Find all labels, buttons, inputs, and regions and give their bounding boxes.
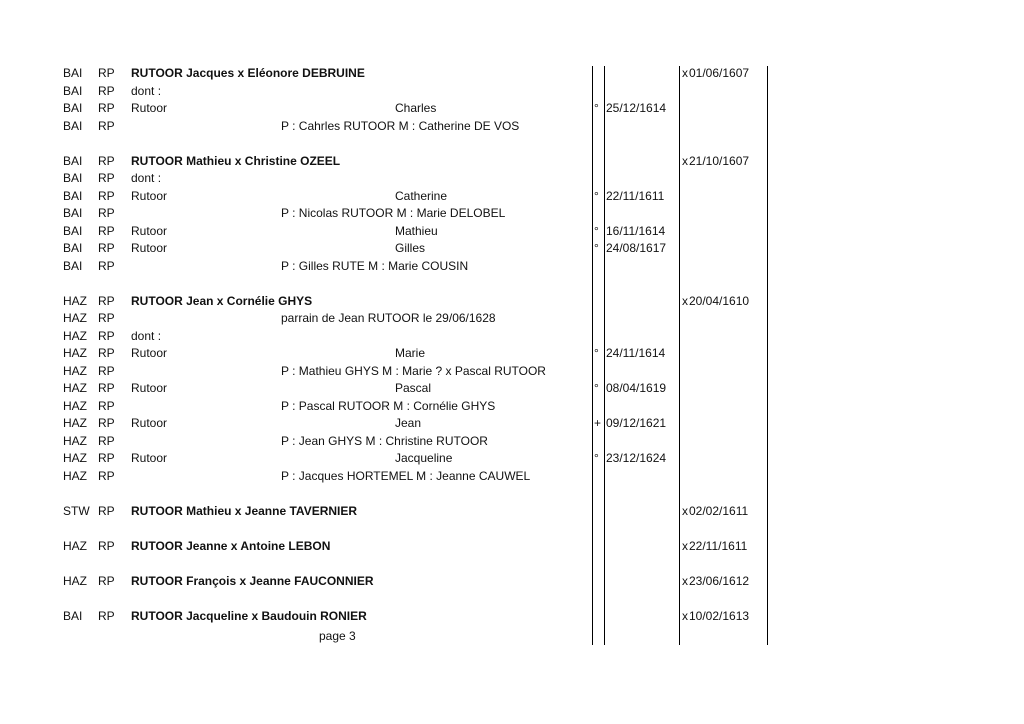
parish-code: BAI xyxy=(63,153,83,168)
table-row xyxy=(0,380,1024,398)
table-row xyxy=(0,520,1024,538)
event-date: 25/12/1614 xyxy=(606,101,667,115)
table-row xyxy=(0,503,1024,521)
page-number: page 3 xyxy=(319,629,356,643)
register-code: RP xyxy=(98,398,115,413)
event-date: 09/12/1621 xyxy=(606,416,667,430)
table-row xyxy=(0,363,1024,381)
marriage-date: 01/06/1607 xyxy=(689,66,750,80)
register-code: RP xyxy=(98,608,115,623)
event-date: 08/04/1619 xyxy=(606,381,667,395)
marriage-symbol: x xyxy=(682,293,688,308)
parish-code: BAI xyxy=(63,101,83,115)
table-row xyxy=(0,170,1024,188)
parents-note: P : Gilles RUTE M : Marie COUSIN xyxy=(281,258,469,273)
entry-name: dont : xyxy=(131,83,162,98)
table-row xyxy=(0,538,1024,556)
table-row xyxy=(0,135,1024,153)
event-date: 23/12/1624 xyxy=(606,451,667,465)
first-name: Jacqueline xyxy=(395,451,453,465)
marriage-symbol: x xyxy=(682,153,688,168)
register-code: RP xyxy=(98,153,115,168)
event-symbol: + xyxy=(594,416,602,430)
register-table xyxy=(0,65,1024,625)
event-date: 22/11/1611 xyxy=(606,188,665,203)
table-row xyxy=(0,328,1024,346)
parish-code: BAI xyxy=(63,241,83,255)
event-symbol: ° xyxy=(594,223,599,238)
table-row xyxy=(0,398,1024,416)
register-code: RP xyxy=(98,433,115,448)
parish-code: HAZ xyxy=(63,381,87,395)
event-date: 16/11/1614 xyxy=(606,223,666,238)
register-code: RP xyxy=(98,101,115,115)
table-row xyxy=(0,153,1024,171)
parents-note: P : Pascal RUTOOR M : Cornélie GHYS xyxy=(281,398,496,413)
first-name: Gilles xyxy=(395,241,426,255)
entry-name: Rutoor xyxy=(131,416,168,430)
register-code: RP xyxy=(98,573,115,588)
entry-name: RUTOOR Mathieu x Jeanne TAVERNIER xyxy=(131,503,358,518)
event-symbol: ° xyxy=(594,346,599,360)
parish-code: HAZ xyxy=(63,573,87,588)
table-row xyxy=(0,555,1024,573)
parish-code: BAI xyxy=(63,66,83,80)
table-row xyxy=(0,293,1024,311)
register-code: RP xyxy=(98,258,115,273)
marriage-symbol: x xyxy=(682,66,688,80)
parish-code: BAI xyxy=(63,118,83,133)
table-row xyxy=(0,188,1024,206)
parish-code: HAZ xyxy=(63,293,87,308)
entry-name: RUTOOR Jeanne x Antoine LEBON xyxy=(131,538,331,553)
parish-code: HAZ xyxy=(63,433,87,448)
parish-code: HAZ xyxy=(63,328,87,343)
first-name: Marie xyxy=(395,346,426,360)
register-code: RP xyxy=(98,171,115,185)
event-symbol: ° xyxy=(594,241,599,255)
parents-note: P : Nicolas RUTOOR M : Marie DELOBEL xyxy=(281,206,506,220)
entry-name: Rutoor xyxy=(131,223,168,238)
register-code: RP xyxy=(98,118,115,133)
parents-note: P : Jacques HORTEMEL M : Jeanne CAUWEL xyxy=(281,468,531,483)
register-code: RP xyxy=(98,346,115,360)
marriage-symbol: x xyxy=(682,573,688,588)
table-row xyxy=(0,240,1024,258)
entry-name: Rutoor xyxy=(131,241,168,255)
marriage-date: 20/04/1610 xyxy=(689,293,750,308)
register-code: RP xyxy=(98,188,115,203)
marriage-symbol: x xyxy=(682,538,688,553)
table-row xyxy=(0,415,1024,433)
entry-name: RUTOOR Mathieu x Christine OZEEL xyxy=(131,153,341,168)
entry-name: Rutoor xyxy=(131,101,168,115)
parents-note: P : Mathieu GHYS M : Marie ? x Pascal RUTOOR xyxy=(281,363,546,378)
parish-code: BAI xyxy=(63,83,83,98)
first-name: Jean xyxy=(395,416,422,430)
entry-name: dont : xyxy=(131,171,162,185)
entry-name: Rutoor xyxy=(131,188,168,203)
event-date: 24/08/1617 xyxy=(606,241,667,255)
first-name: Catherine xyxy=(395,188,448,203)
marriage-date: 21/10/1607 xyxy=(689,153,750,168)
register-code: RP xyxy=(98,241,115,255)
marriage-date: 22/11/1611 xyxy=(689,538,748,553)
event-date: 24/11/1614 xyxy=(606,346,666,360)
table-row xyxy=(0,258,1024,276)
parents-note: P : Cahrles RUTOOR M : Catherine DE VOS xyxy=(281,118,520,133)
first-name: Charles xyxy=(395,101,437,115)
event-symbol: ° xyxy=(594,188,599,203)
register-code: RP xyxy=(98,381,115,395)
table-row xyxy=(0,450,1024,468)
register-code: RP xyxy=(98,66,115,80)
entry-name: Rutoor xyxy=(131,381,168,395)
marriage-date: 02/02/1611 xyxy=(689,503,749,518)
first-name: Mathieu xyxy=(395,223,438,238)
register-code: RP xyxy=(98,503,115,518)
table-row xyxy=(0,433,1024,451)
marriage-symbol: x xyxy=(682,503,688,518)
parish-code: HAZ xyxy=(63,468,87,483)
parish-code: BAI xyxy=(63,223,83,238)
parish-code: HAZ xyxy=(63,346,87,360)
entry-name: Rutoor xyxy=(131,451,168,465)
register-code: RP xyxy=(98,328,115,343)
parish-code: HAZ xyxy=(63,538,87,553)
parish-code: BAI xyxy=(63,188,83,203)
register-code: RP xyxy=(98,468,115,483)
table-row xyxy=(0,468,1024,486)
entry-name: dont : xyxy=(131,328,162,343)
parish-code: STW xyxy=(63,503,90,518)
parents-note: parrain de Jean RUTOOR le 29/06/1628 xyxy=(281,311,496,325)
parish-code: BAI xyxy=(63,258,83,273)
table-row xyxy=(0,118,1024,136)
register-code: RP xyxy=(98,206,115,220)
table-row xyxy=(0,608,1024,626)
marriage-symbol: x xyxy=(682,608,688,623)
table-row xyxy=(0,345,1024,363)
parents-note: P : Jean GHYS M : Christine RUTOOR xyxy=(281,433,488,448)
table-row xyxy=(0,65,1024,83)
parish-code: HAZ xyxy=(63,398,87,413)
entry-name: RUTOOR Jacqueline x Baudouin RONIER xyxy=(131,608,367,623)
marriage-date: 10/02/1613 xyxy=(689,608,750,623)
entry-name: RUTOOR Jacques x Eléonore DEBRUINE xyxy=(131,66,365,80)
parish-code: HAZ xyxy=(63,311,87,325)
table-row xyxy=(0,205,1024,223)
register-code: RP xyxy=(98,223,115,238)
parish-code: HAZ xyxy=(63,416,87,430)
table-row xyxy=(0,223,1024,241)
entry-name: RUTOOR François x Jeanne FAUCONNIER xyxy=(131,573,374,588)
marriage-date: 23/06/1612 xyxy=(689,573,750,588)
parish-code: BAI xyxy=(63,608,83,623)
event-symbol: ° xyxy=(594,451,599,465)
parish-code: HAZ xyxy=(63,451,87,465)
table-row xyxy=(0,590,1024,608)
register-code: RP xyxy=(98,416,115,430)
table-row xyxy=(0,275,1024,293)
register-code: RP xyxy=(98,363,115,378)
entry-name: RUTOOR Jean x Cornélie GHYS xyxy=(131,293,313,308)
table-row xyxy=(0,573,1024,591)
event-symbol: ° xyxy=(594,381,599,395)
register-code: RP xyxy=(98,311,115,325)
parish-code: HAZ xyxy=(63,363,87,378)
register-code: RP xyxy=(98,83,115,98)
register-code: RP xyxy=(98,538,115,553)
table-row xyxy=(0,485,1024,503)
register-code: RP xyxy=(98,293,115,308)
parish-code: BAI xyxy=(63,206,83,220)
register-code: RP xyxy=(98,451,115,465)
table-row xyxy=(0,310,1024,328)
entry-name: Rutoor xyxy=(131,346,168,360)
parish-code: BAI xyxy=(63,171,83,185)
table-row xyxy=(0,100,1024,118)
first-name: Pascal xyxy=(395,381,432,395)
table-row xyxy=(0,83,1024,101)
event-symbol: ° xyxy=(594,101,599,115)
